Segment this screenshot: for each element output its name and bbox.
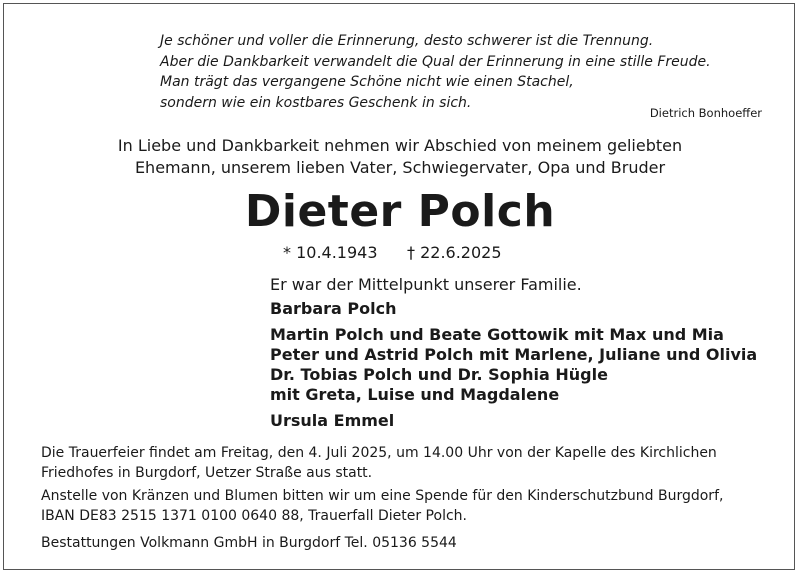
- mourner-family: Martin Polch und Beate Gottowik mit Max und Mia: [270, 325, 724, 344]
- donation-line: Anstelle von Kränzen und Blumen bitten wir um eine Spende für den Kinderschutzbund Burgdorf,: [41, 488, 724, 504]
- funeral-info: [41, 443, 723, 483]
- funeral-notes: [41, 443, 723, 553]
- donation-info: [41, 486, 723, 526]
- mourner-family: mit Greta, Luise und Magdalene: [270, 385, 560, 404]
- funeral-line: Die Trauerfeier findet am Freitag, den 4. Juli 2025, um 14.00 Uhr von der Kapelle des Kirchlichen: [41, 445, 717, 461]
- quote-line: Je schöner und voller die Erinnerung, desto schwerer ist die Trennung.: [160, 33, 654, 49]
- quote-line: sondern wie ein kostbares Geschenk in sich.: [160, 94, 472, 111]
- funeral-line: Friedhofes in Burgdorf, Uetzer Straße aus statt.: [41, 465, 373, 481]
- quote-line: Man trägt das vergangene Schöne nicht wie einen Stachel,: [160, 74, 574, 90]
- death-date: † 22.6.2025: [407, 243, 502, 262]
- mourner-sibling: Ursula Emmel: [270, 411, 395, 430]
- mourner-family: Peter und Astrid Polch mit Marlene, Juliane und Olivia: [270, 345, 758, 364]
- mourners-list: [270, 275, 757, 431]
- quote-line: Aber die Dankbarkeit verwandelt die Qual der Erinnerung in eine stille Freude.: [160, 53, 711, 70]
- intro-line: In Liebe und Dankbarkeit nehmen wir Abschied von meinem geliebten: [117, 136, 683, 155]
- intro-line: Ehemann, unserem lieben Vater, Schwiegervater, Opa und Bruder: [134, 158, 666, 177]
- bonhoeffer-quote: [160, 31, 711, 113]
- farewell-intro: [0, 135, 800, 179]
- mourner-wife: Barbara Polch: [270, 299, 397, 318]
- birth-date: * 10.4.1943: [283, 243, 378, 262]
- quote-author: Dietrich Bonhoeffer: [649, 106, 762, 120]
- donation-line: IBAN DE83 2515 1371 0100 0640 88, Trauerfall Dieter Polch.: [41, 508, 467, 524]
- undertaker-contact: Bestattungen Volkmann GmbH in Burgdorf Tel. 05136 5544: [41, 535, 457, 551]
- mourner-family: Dr. Tobias Polch und Dr. Sophia Hügle: [270, 365, 608, 384]
- family-statement: Er war der Mittelpunkt unserer Familie.: [270, 275, 582, 294]
- deceased-name: Dieter Polch: [244, 186, 556, 237]
